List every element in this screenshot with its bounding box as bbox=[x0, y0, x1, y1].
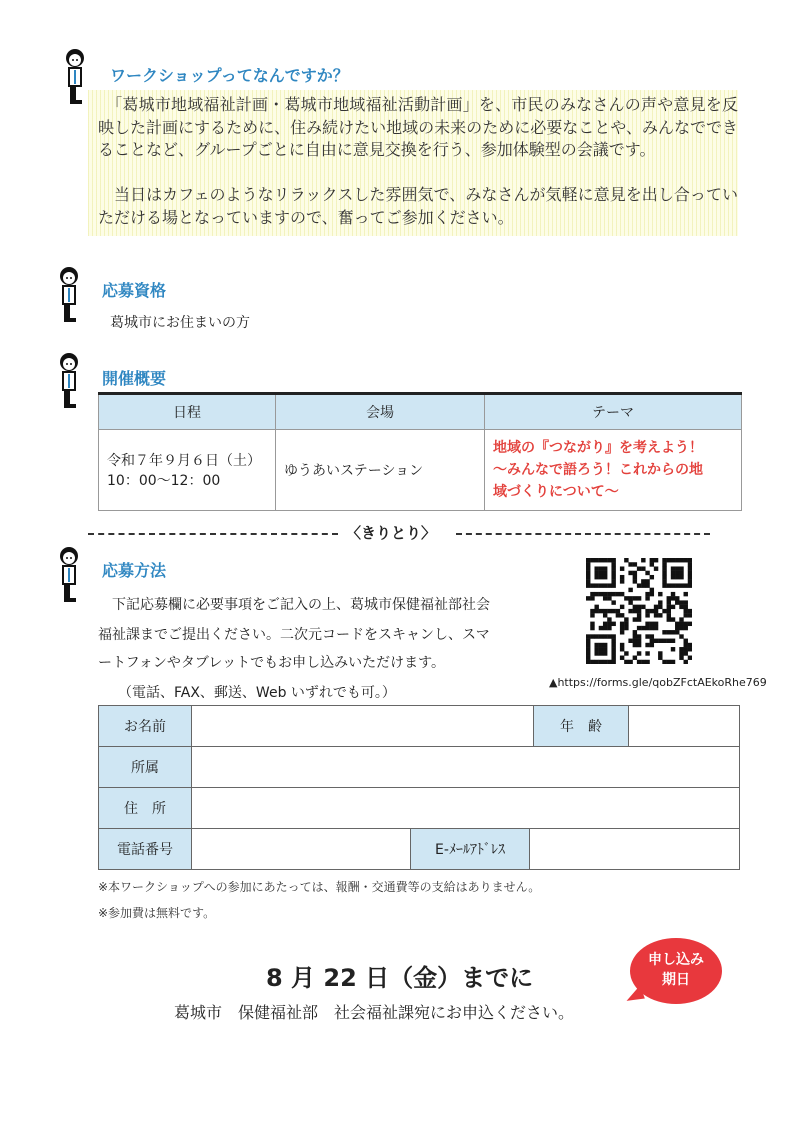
submit-to-text: 葛城市 保健福祉部 社会福祉課宛にお申込ください。 bbox=[174, 1003, 575, 1022]
theme-line-2: 〜みんなで語ろう！これからの地 bbox=[493, 462, 703, 478]
overview-table bbox=[98, 392, 742, 511]
cut-line-right bbox=[456, 533, 710, 535]
eligibility-text: 葛城市にお住まいの方 bbox=[110, 315, 250, 331]
label-address: 住 所 bbox=[99, 788, 192, 829]
label-name: お名前 bbox=[99, 706, 192, 747]
intro-heading: ワークショップってなんですか？ bbox=[110, 66, 349, 85]
input-affiliation[interactable] bbox=[192, 747, 740, 788]
eligibility-heading: 応募資格 bbox=[102, 281, 167, 300]
deadline-badge bbox=[630, 938, 722, 1004]
deadline-text: 8 月 22 日（金）までに bbox=[266, 964, 534, 992]
note-1: ※本ワークショップへの参加にあたっては、報酬・交通費等の支給はありません。 bbox=[98, 880, 541, 894]
header-theme: テーマ bbox=[485, 394, 742, 430]
intro-paragraph-1: 「葛城市地域福祉計画・葛城市地域福祉活動計画」を、市民のみなさんの声や意見を反映した計画にするために、住み続けたい地域の未来のために必要なことや、みんなでできることなど、グループごとに自由に意見交換を行う、参加体験型の会議です。 bbox=[98, 95, 738, 160]
theme-line-3: 域づくりについて〜 bbox=[493, 484, 619, 500]
label-phone: 電話番号 bbox=[99, 829, 192, 870]
input-address[interactable] bbox=[192, 788, 740, 829]
qr-url-text[interactable]: ▲https://forms.gle/qobZFctAEkoRhe769 bbox=[549, 676, 767, 689]
input-email[interactable] bbox=[530, 829, 740, 870]
apply-line-2: 福祉課までご提出ください。二次元コードをスキャンし、スマ bbox=[98, 627, 490, 643]
date-line-2: 10：00〜12：00 bbox=[107, 473, 221, 489]
cut-line-label: 〈きりとり〉 bbox=[346, 524, 437, 542]
note-2: ※参加費は無料です。 bbox=[98, 906, 216, 920]
intro-box bbox=[88, 90, 738, 236]
header-venue: 会場 bbox=[276, 394, 485, 430]
apply-line-3: ートフォンやタブレットでもお申し込みいただけます。 bbox=[98, 655, 446, 671]
badge-line-2: 期日 bbox=[662, 972, 690, 988]
input-phone[interactable] bbox=[192, 829, 411, 870]
label-email: E-ﾒｰﾙｱﾄﾞﾚｽ bbox=[411, 829, 530, 870]
cut-line-left bbox=[88, 533, 338, 535]
apply-line-4: （電話、FAX、郵送、Web いずれでも可。） bbox=[118, 685, 396, 701]
qr-code-icon[interactable] bbox=[586, 558, 692, 664]
cell-venue: ゆうあいステーション bbox=[276, 430, 485, 511]
theme-line-1: 地域の『つながり』を考えよう！ bbox=[493, 440, 703, 456]
application-form bbox=[98, 705, 740, 870]
person-icon bbox=[56, 546, 82, 602]
apply-heading: 応募方法 bbox=[102, 561, 167, 580]
apply-line-1: 下記応募欄に必要事項をご記入の上、葛城市保健福祉部社会 bbox=[98, 597, 490, 613]
cell-theme bbox=[485, 430, 742, 511]
person-icon bbox=[62, 48, 88, 104]
label-affiliation: 所属 bbox=[99, 747, 192, 788]
input-age[interactable] bbox=[629, 706, 740, 747]
person-icon bbox=[56, 266, 82, 322]
label-age: 年 齢 bbox=[534, 706, 629, 747]
date-line-1: 令和７年９月６日（土） bbox=[107, 453, 261, 469]
person-icon bbox=[56, 352, 82, 408]
badge-line-1: 申し込み bbox=[648, 952, 704, 968]
overview-heading: 開催概要 bbox=[102, 369, 167, 388]
input-name[interactable] bbox=[192, 706, 534, 747]
cell-date bbox=[99, 430, 276, 511]
header-date: 日程 bbox=[99, 394, 276, 430]
intro-paragraph-2: 当日はカフェのようなリラックスした雰囲気で、みなさんが気軽に意見を出し合っていただける場となっていますので、奮ってご参加ください。 bbox=[98, 185, 738, 227]
